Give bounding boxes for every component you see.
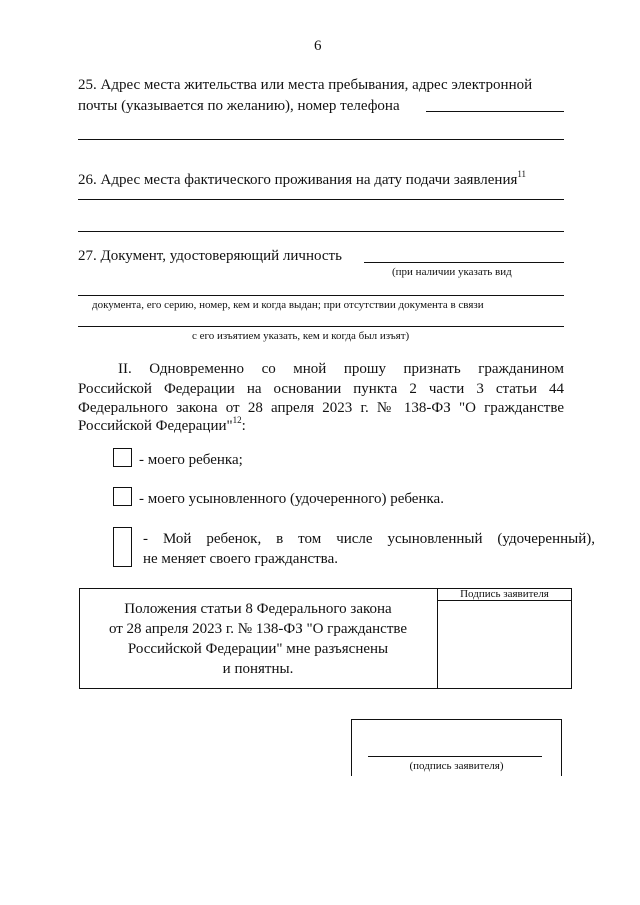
checkbox-child-keeps-citizenship[interactable] — [113, 527, 132, 567]
section-2-line3: Федерального закона от 28 апреля 2023 г. № 138-ФЗ "О гражданстве — [78, 400, 564, 416]
section-2-line4-text: Российской Федерации" — [78, 418, 233, 434]
footnote-12: 12 — [232, 415, 242, 425]
section-2-line1: II. Одновременно со мной прошу признать гражданином — [118, 361, 564, 377]
acknowledgment-line4: и понятны. — [222, 661, 294, 677]
item-26-text: 26. Адрес места фактического проживания на дату подачи заявления — [78, 172, 518, 188]
actual-address-fill-line-1[interactable] — [78, 199, 564, 200]
item-25-line2 — [78, 96, 400, 116]
option-my-child-label: - моего ребенка; — [139, 452, 243, 468]
option-keeps-citizenship-line1: - Мой ребенок, в том числе усыновленный (удочеренный), — [143, 531, 595, 547]
section-2-line2: Российской Федерации на основании пункта 2 части 3 статьи 44 — [78, 381, 564, 397]
checkbox-adopted-child[interactable] — [113, 487, 132, 506]
acknowledgment-line3: Российской Федерации" мне разъяснены — [127, 641, 389, 657]
id-document-fill-line-3[interactable] — [78, 326, 564, 327]
option-keeps-citizenship-line2: не меняет своего гражданства. — [143, 551, 338, 567]
address-fill-line-25[interactable] — [78, 139, 564, 140]
actual-address-fill-line-2[interactable] — [78, 231, 564, 232]
page-number: 6 — [314, 38, 322, 54]
section-2-line4 — [78, 416, 246, 436]
item-27-label: 27. Документ, удостоверяющий личность — [78, 248, 342, 264]
acknowledgment-text — [80, 599, 436, 679]
id-document-fill-line-1[interactable] — [364, 262, 564, 263]
checkbox-my-child[interactable] — [113, 448, 132, 467]
option-adopted-child-label: - моего усыновленного (удочеренного) ребенка. — [139, 491, 444, 507]
acknowledgment-line1: Положения статьи 8 Федерального закона — [124, 601, 392, 617]
item-25-line1: 25. Адрес места жительства или места пребывания, адрес электронной — [78, 77, 533, 93]
signature-fill-line[interactable] — [368, 756, 542, 757]
id-document-fill-line-2[interactable] — [78, 295, 564, 296]
signature-header: Подпись заявителя — [460, 588, 549, 600]
acknowledgment-signature-area[interactable] — [438, 601, 571, 688]
footnote-11: 11 — [517, 169, 527, 179]
signature-caption: (подпись заявителя) — [409, 760, 504, 772]
item-27-hint-2: документа, его серию, номер, кем и когда выдан; при отсутствии документа в связи — [92, 299, 484, 311]
section-2-line4-colon: : — [241, 418, 246, 434]
item-25-line2-text: почты (указывается по желанию), номер телефона — [78, 98, 400, 114]
acknowledgment-line2: от 28 апреля 2023 г. № 138-ФЗ "О гражданстве — [108, 621, 408, 637]
phone-fill-line[interactable] — [426, 111, 564, 112]
item-27-hint-3: с его изъятием указать, кем и когда был изъят) — [192, 330, 410, 342]
item-26-label — [78, 170, 526, 190]
item-27-hint-1: (при наличии указать вид — [392, 266, 512, 278]
